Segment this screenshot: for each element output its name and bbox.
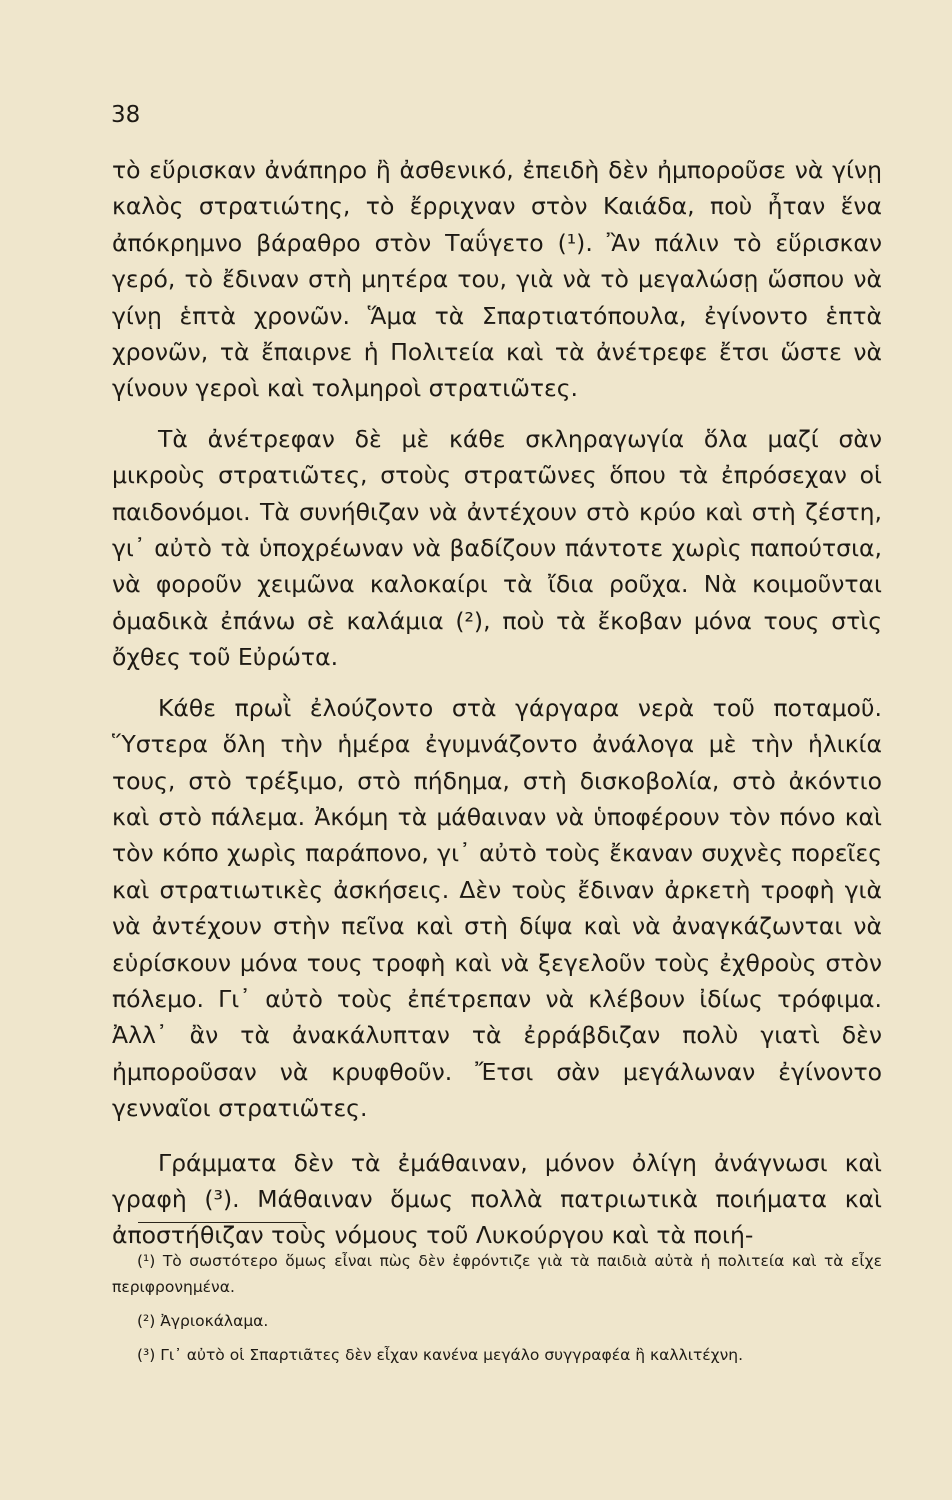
paragraph-2: Τὰ ἀνέτρεφαν δὲ μὲ κάθε σκληραγωγία ὅλα μαζί σὰν μικροὺς στρατιῶτες, στοὺς στρατῶνες ὅπου τὰ ἐπρόσεχαν οἱ παιδονόμοι. Τὰ συνήθιζαν νὰ ἀντέχουν στὸ κρύο καὶ στὴ ζέστη, γι᾿ αὐτὸ τὰ ὑποχρέωναν νὰ βαδίζουν πάντοτε χωρὶς παπούτσια, νὰ φοροῦν χειμῶνα καλοκαίρι τὰ ἴδια ροῦχα. Νὰ κοιμοῦνται ὁμαδικὰ ἐπάνω σὲ καλάμια (²), ποὺ τὰ ἔκοβαν μόνα τους στὶς ὄχθες τοῦ Εὐρώτα. <box>112 424 882 672</box>
footnote-3: (³) Γι᾿ αὐτὸ οἱ Σπαρτιᾶτες δὲν εἶχαν κανένα μεγάλο συγγραφέα ἢ καλλιτέχνη. <box>137 1346 744 1364</box>
paragraph-1: τὸ εὕρισκαν ἀνάπηρο ἢ ἀσθενικό, ἐπειδὴ δὲν ἠμποροῦσε νὰ γίνῃ καλὸς στρατιώτης, τὸ ἔρριχναν στὸν Καιάδα, ποὺ ἦταν ἕνα ἀπόκρημνο βάραθρο στὸν Ταΰγετο (¹). Ἂν πάλιν τὸ εὕρισκαν γερό, τὸ ἔδιναν στὴ μητέρα του, γιὰ νὰ τὸ μεγαλώσῃ ὥσπου νὰ γίνῃ ἑπτὰ χρονῶν. Ἅμα τὰ Σπαρτιατόπουλα, ἐγίνοντο ἑπτὰ χρονῶν, τὰ ἔπαιρνε ἡ Πολιτεία καὶ τὰ ἀνέτρεφε ἔτσι ὥστε νὰ γίνουν γεροὶ καὶ τολμηροὶ στρατιῶτες. <box>112 156 882 403</box>
footnotes <box>112 1248 882 1376</box>
paragraph-3: Κάθε πρωῒ ἐλούζοντο στὰ γάργαρα νερὰ τοῦ ποταμοῦ. Ὕστερα ὅλη τὴν ἡμέρα ἐγυμνάζοντο ἀνάλογα μὲ τὴν ἡλικία τους, στὸ τρέξιμο, στὸ πήδημα, στὴ δισκοβολία, στὸ ἀκόντιο καὶ στὸ πάλεμα. Ἀκόμη τὰ μάθαιναν νὰ ὑποφέρουν τὸν πόνο καὶ τὸν κόπο χωρὶς παράπονο, γι᾿ αὐτὸ τοὺς ἔκαναν συχνὲς πορεῖες καὶ στρατιωτικὲς ἀσκήσεις. Δὲν τοὺς ἔδιναν ἀρκετὴ τροφὴ γιὰ νὰ ἀντέχουν στὴν πεῖνα καὶ στὴ δίψα καὶ νὰ ἀναγκάζωνται νὰ εὑρίσκουν μόνα τους τροφὴ καὶ νὰ ξεγελοῦν τοὺς ἐχθροὺς στὸν πόλεμο. Γι᾿ αὐτὸ τοὺς ἐπέτρεπαν νὰ κλέβουν ἰδίως τρόφιμα. Ἀλλ᾿ ἂν τὰ ἀνακάλυπταν τὰ ἐρράβδιζαν πολὺ γιατὶ δὲν ἠμποροῦσαν νὰ κρυφθοῦν. Ἔτσι σὰν μεγάλωναν ἐγίνοντο γενναῖοι στρατιῶτες. <box>112 693 882 1123</box>
page-number: 38 <box>111 102 141 128</box>
footnote-1: (¹) Τὸ σωστότερο ὅμως εἶναι πὼς δὲν ἐφρόντιζε γιὰ τὰ παιδιὰ αὐτὰ ἡ πολιτεία καὶ τὰ εἶχε περιφρονημένα. <box>112 1252 882 1296</box>
footnote-divider <box>138 1222 306 1223</box>
footnote-2: (²) Ἀγριοκάλαμα. <box>137 1312 269 1330</box>
paragraph-4: Γράμματα δὲν τὰ ἐμάθαιναν, μόνον ὀλίγη ἀνάγνωσι καὶ γραφὴ (³). Μάθαιναν ὅμως πολλὰ πατριωτικὰ ποιήματα καὶ ἀποστήθιζαν τοὺς νόμους τοῦ Λυκούργου καὶ τὰ ποιή- <box>112 1148 882 1250</box>
body-text <box>112 152 882 1254</box>
